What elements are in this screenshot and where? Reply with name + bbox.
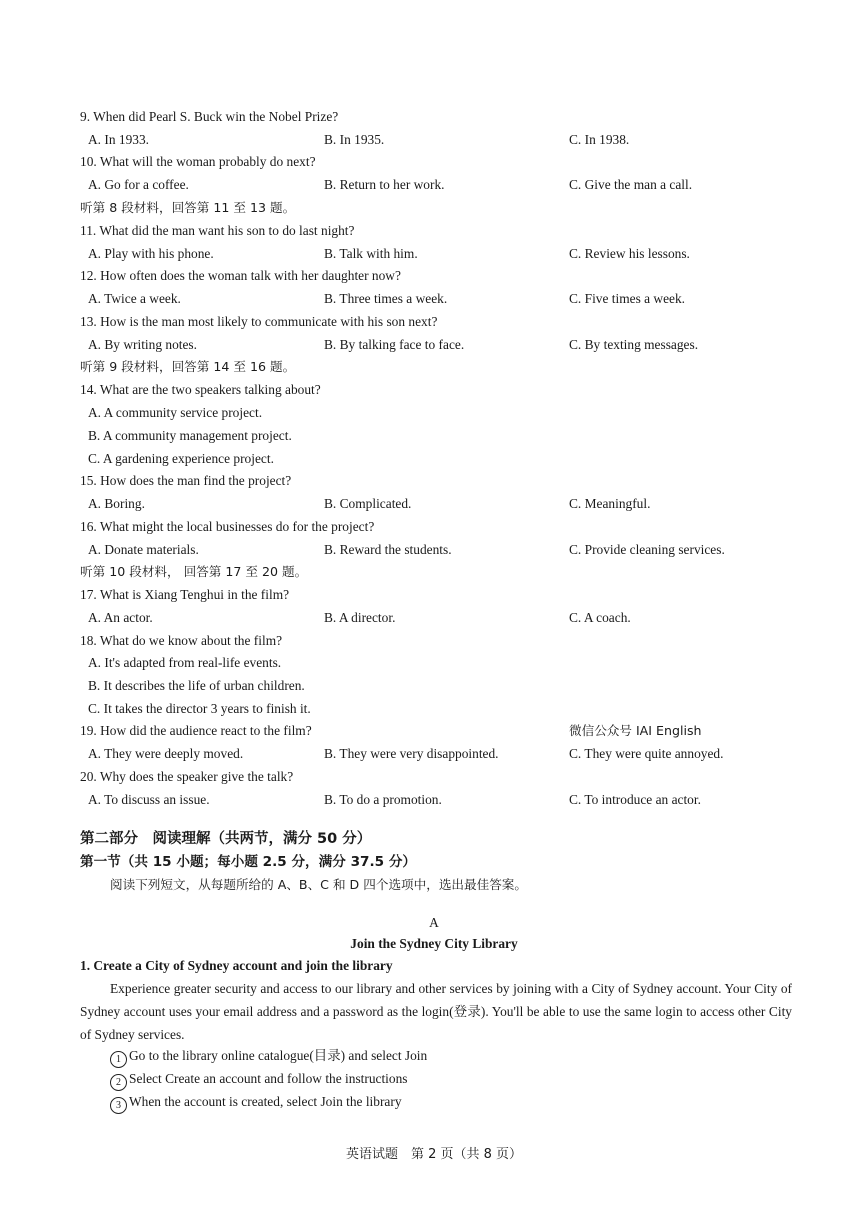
option-14c: C. A gardening experience project. <box>88 451 274 466</box>
step-text-2: Select Create an account and follow the instructions <box>129 1071 408 1086</box>
part2-section1: 第一节（共 15 小题；每小题 2.5 分，满分 37.5 分） <box>80 854 417 870</box>
question-18: 18. What do we know about the film? <box>80 633 283 648</box>
step-3 <box>110 1093 402 1114</box>
question-20: 20. Why does the speaker give the talk? <box>80 769 294 784</box>
option-16b: B. Reward the students. <box>324 542 452 557</box>
option-17a: A. An actor. <box>88 610 153 625</box>
option-12a: A. Twice a week. <box>88 291 181 306</box>
option-11a: A. Play with his phone. <box>88 246 214 261</box>
option-16c: C. Provide cleaning services. <box>569 542 725 557</box>
step-1 <box>110 1047 427 1068</box>
passage-subheading: 1. Create a City of Sydney account and join the library <box>80 958 393 973</box>
section-note-9: 听第 9 段材料，回答第 14 至 16 题。 <box>80 359 296 374</box>
question-16: 16. What might the local businesses do for the project? <box>80 519 375 534</box>
question-14: 14. What are the two speakers talking about? <box>80 382 321 397</box>
question-19: 19. How did the audience react to the film? <box>80 723 312 738</box>
option-18c: C. It takes the director 3 years to finish it. <box>88 701 311 716</box>
question-9: 9. When did Pearl S. Buck win the Nobel Prize? <box>80 109 339 124</box>
option-12c: C. Five times a week. <box>569 291 686 306</box>
option-9c: C. In 1938. <box>569 132 630 147</box>
step-number-1: 1 <box>110 1051 127 1068</box>
option-12b: B. Three times a week. <box>324 291 448 306</box>
option-15a: A. Boring. <box>88 496 145 511</box>
question-11: 11. What did the man want his son to do last night? <box>80 223 355 238</box>
option-14b: B. A community management project. <box>88 428 292 443</box>
passage-paragraph: Experience greater security and access to our library and other services by joining with a City of Sydney account. Your City of Sydney account uses your email address and a password as the login(登录). You'll be able to use the same login to access other City of Sydney services. <box>80 981 792 1042</box>
option-13b: B. By talking face to face. <box>324 337 465 352</box>
option-11c: C. Review his lessons. <box>569 246 690 261</box>
question-12: 12. How often does the woman talk with her daughter now? <box>80 268 401 283</box>
step-text-3: When the account is created, select Join the library <box>129 1094 402 1109</box>
question-10: 10. What will the woman probably do next? <box>80 154 316 169</box>
option-15c: C. Meaningful. <box>569 496 651 511</box>
option-16a: A. Donate materials. <box>88 542 199 557</box>
option-19c: C. They were quite annoyed. <box>569 746 724 761</box>
option-19b: B. They were very disappointed. <box>324 746 499 761</box>
question-17: 17. What is Xiang Tenghui in the film? <box>80 587 290 602</box>
option-19a: A. They were deeply moved. <box>88 746 244 761</box>
option-20b: B. To do a promotion. <box>324 792 442 807</box>
section-note-10: 听第 10 段材料， 回答第 17 至 20 题。 <box>80 564 308 579</box>
question-15: 15. How does the man find the project? <box>80 473 292 488</box>
step-2 <box>110 1070 408 1091</box>
section-note-8: 听第 8 段材料，回答第 11 至 13 题。 <box>80 200 296 215</box>
page-footer: 英语试题 第 2 页（共 8 页） <box>345 1147 523 1162</box>
option-13a: A. By writing notes. <box>88 337 197 352</box>
question-13: 13. How is the man most likely to communicate with his son next? <box>80 314 438 329</box>
option-20a: A. To discuss an issue. <box>88 792 210 807</box>
passage-title: Join the Sydney City Library <box>350 936 518 951</box>
step-number-3: 3 <box>110 1097 127 1114</box>
option-18a: A. It's adapted from real-life events. <box>88 655 282 670</box>
option-9a: A. In 1933. <box>88 132 149 147</box>
step-text-1: Go to the library online catalogue(目录) and select Join <box>129 1048 428 1063</box>
option-11b: B. Talk with him. <box>324 246 418 261</box>
passage-letter: A <box>429 915 439 930</box>
part2-heading: 第二部分 阅读理解（共两节，满分 50 分） <box>80 831 372 847</box>
option-9b: B. In 1935. <box>324 132 385 147</box>
option-15b: B. Complicated. <box>324 496 412 511</box>
option-17b: B. A director. <box>324 610 396 625</box>
step-number-2: 2 <box>110 1074 127 1091</box>
option-17c: C. A coach. <box>569 610 631 625</box>
option-18b: B. It describes the life of urban children. <box>88 678 305 693</box>
option-10c: C. Give the man a call. <box>569 177 693 192</box>
watermark-text: 微信公众号 IAI English <box>569 723 702 738</box>
option-10a: A. Go for a coffee. <box>88 177 189 192</box>
option-20c: C. To introduce an actor. <box>569 792 701 807</box>
option-13c: C. By texting messages. <box>569 337 699 352</box>
part2-instruction: 阅读下列短文，从每题所给的 A、B、C 和 D 四个选项中，选出最佳答案。 <box>110 877 527 892</box>
option-10b: B. Return to her work. <box>324 177 445 192</box>
option-14a: A. A community service project. <box>88 405 263 420</box>
